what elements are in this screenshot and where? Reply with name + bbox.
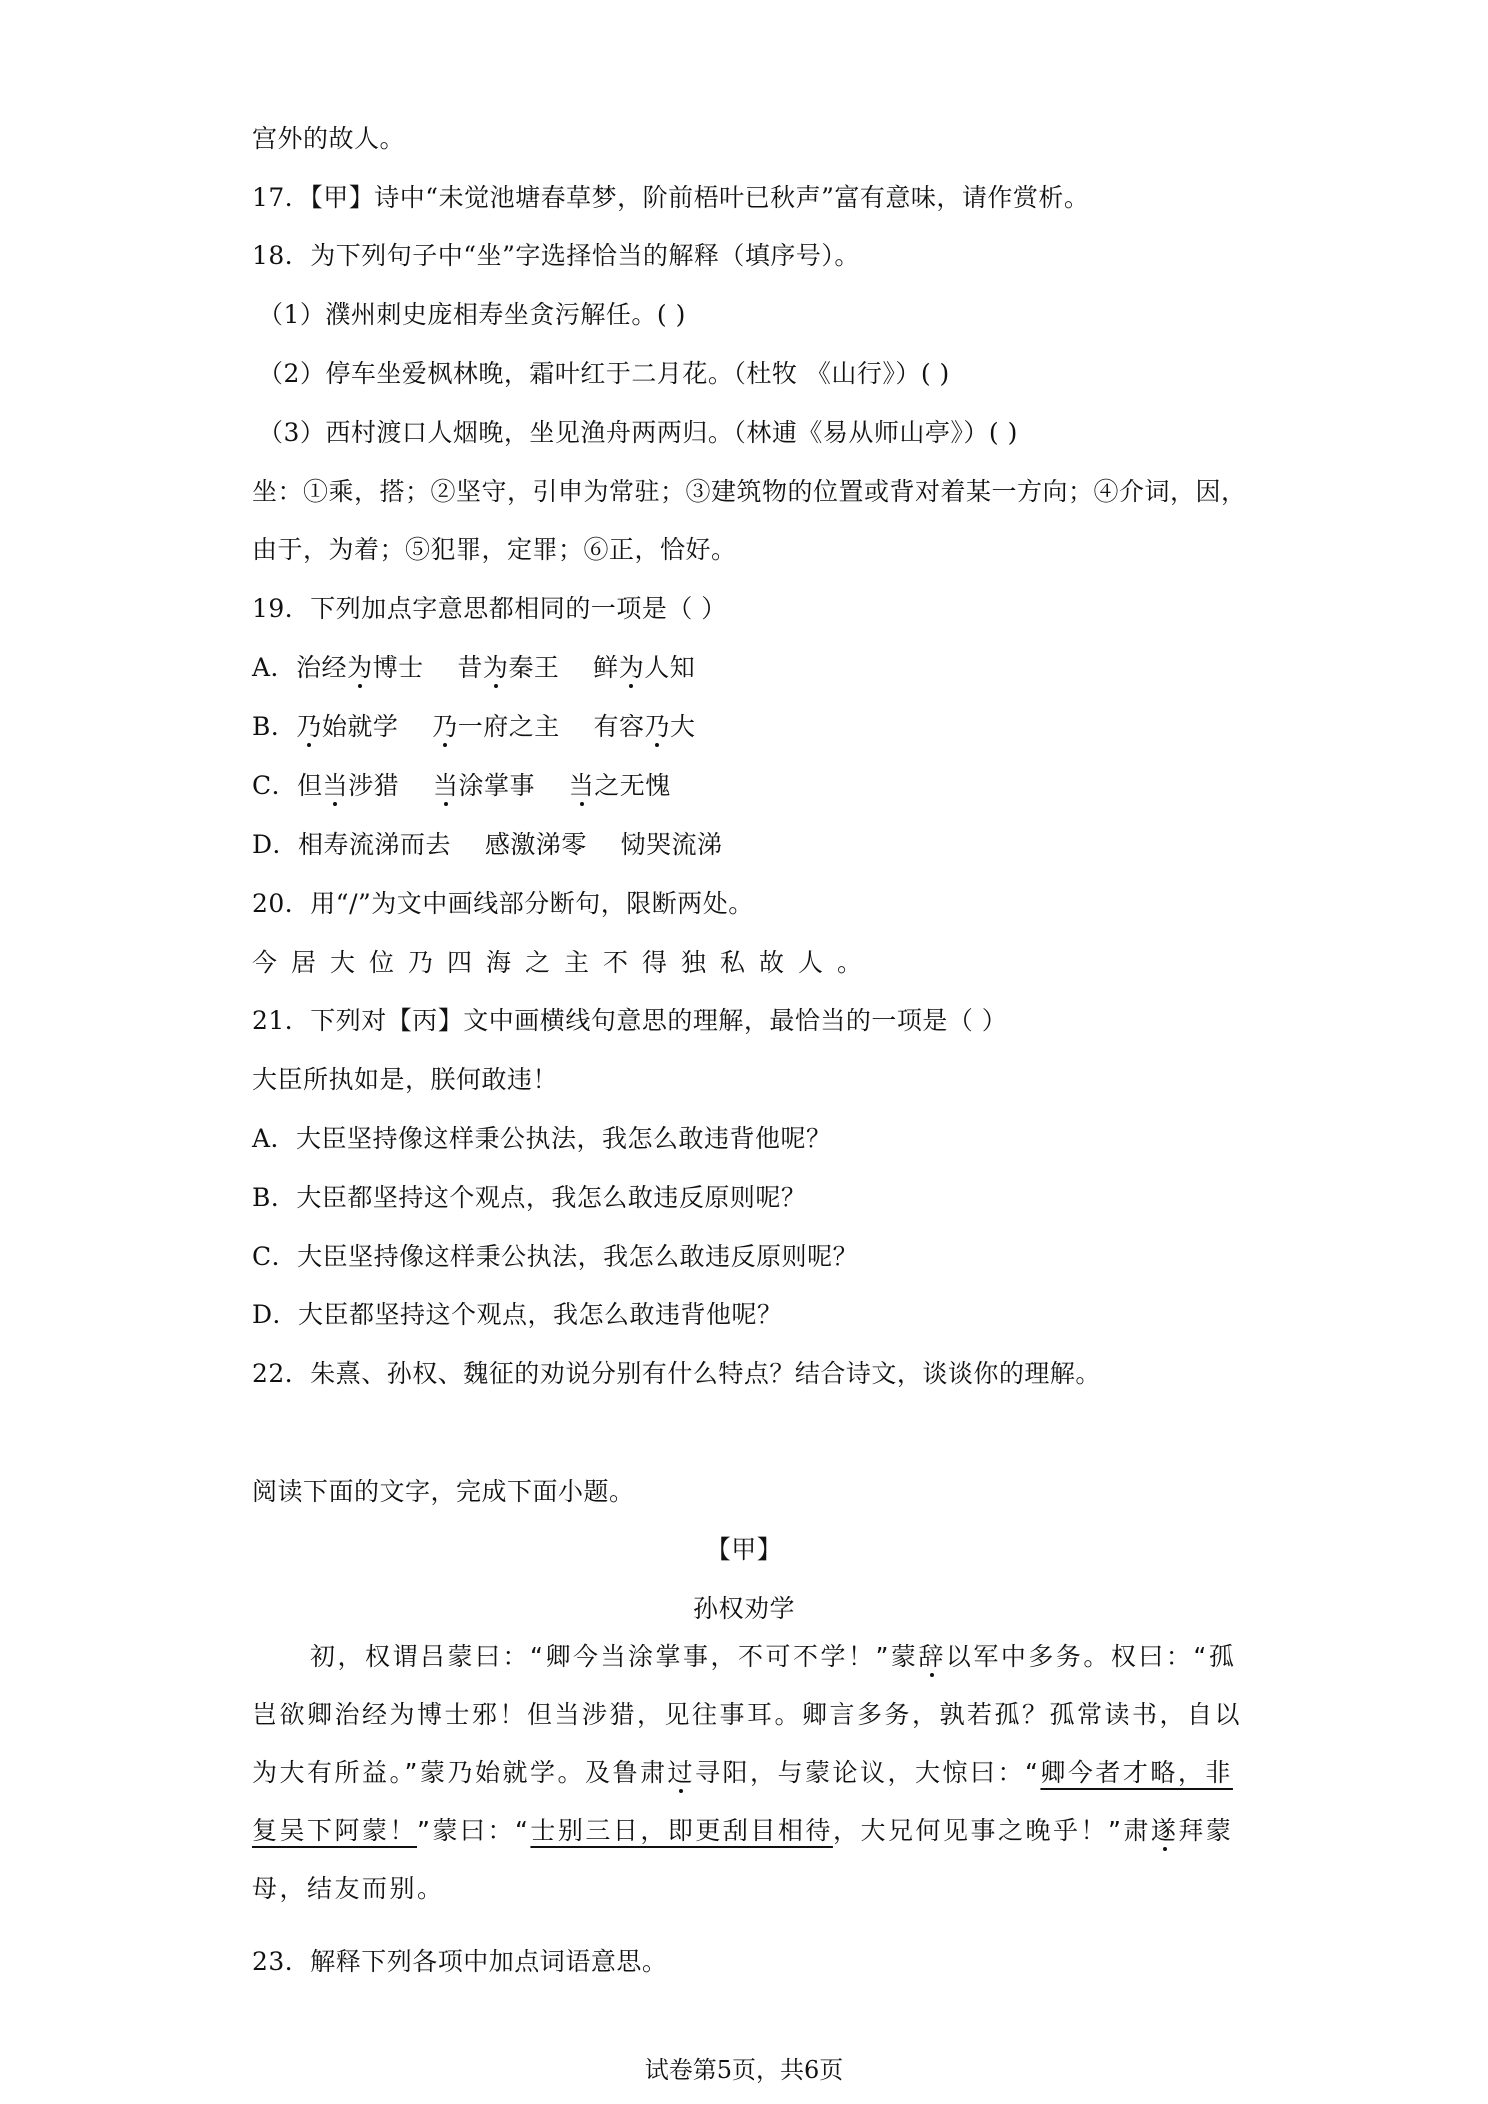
dotted-char: 为	[482, 653, 509, 682]
zuo-definitions: 坐：①乘，搭；②坚守，引申为常驻；③建筑物的位置或背对着某一方向；④介词，因，	[252, 477, 1247, 506]
question-21-option-a: A．大臣坚持像这样秉公执法，我怎么敢违背他呢？	[252, 1124, 832, 1153]
dotted-char: 过	[667, 1758, 695, 1787]
zuo-definitions-cont: 由于，为着；⑤犯罪，定罪；⑥正，恰好。	[252, 535, 737, 564]
dotted-char: 当	[432, 771, 459, 800]
question-18-item-1: （1）濮州刺史庞相寿坐贪污解任。( )	[258, 300, 686, 329]
reading-instruction: 阅读下面的文字，完成下面小题。	[252, 1477, 635, 1506]
question-22: 22．朱熹、孙权、魏征的劝说分别有什么特点？结合诗文，谈谈你的理解。	[252, 1359, 1101, 1388]
option-text: 大	[670, 712, 696, 741]
question-18-item-2: （2）停车坐爱枫林晚，霜叶红于二月花。（杜牧 《山行》）( )	[258, 359, 950, 388]
underlined-sentence: 卿今者才略，非复吴下阿蒙！	[252, 1758, 1233, 1845]
option-text: A．治经	[252, 653, 348, 682]
option-text: 人知	[644, 653, 696, 682]
passage-text: ”蒙曰：“	[417, 1816, 531, 1845]
question-21-quote: 大臣所执如是，朕何敢违！	[252, 1065, 559, 1094]
passage-text: 初，权谓吕蒙曰：“卿今当涂掌事，不可不学！”蒙	[310, 1642, 919, 1671]
dotted-char: 遂	[1150, 1816, 1179, 1845]
option-text: C．但	[252, 771, 323, 800]
section-label: 【甲】	[705, 1535, 783, 1564]
dotted-char: 为	[618, 653, 645, 682]
question-17: 17．【甲】诗中“未觉池塘春草梦，阶前梧叶已秋声”富有意味，请作赏析。	[252, 183, 1090, 212]
question-19: 19．下列加点字意思都相同的一项是（ ）	[252, 594, 727, 623]
option-text: 博士 昔	[372, 653, 483, 682]
dotted-char: 当	[322, 771, 349, 800]
segmentation-sentence: 今居大位乃四海之主不得独私故人。	[252, 948, 877, 977]
passage-text: 拜蒙母，结友而别。	[252, 1816, 1234, 1903]
question-21-option-d: D．大臣都坚持这个观点，我怎么敢违背他呢？	[252, 1300, 783, 1329]
classical-passage	[252, 1628, 1248, 1918]
passage-text: 以军中多务。权曰：“孤岂欲卿治经为博士邪！但当涉猎，见往事耳。卿言多务，孰若孤？孤常读书，自以为大有所益。”蒙乃始就学。及鲁肃	[252, 1642, 1243, 1787]
question-18-item-3: （3）西村渡口人烟晚，坐见渔舟两两归。（林逋《易从师山亭》）( )	[258, 418, 1018, 447]
option-text: 始就学	[321, 712, 433, 741]
dotted-char: 乃	[432, 712, 458, 741]
dotted-char: 乃	[644, 712, 671, 741]
option-text: B．	[252, 712, 297, 741]
question-23: 23．解释下列各项中加点词语意思。	[252, 1947, 668, 1976]
question-21-option-b: B．大臣都坚持这个观点，我怎么敢违反原则呢？	[252, 1183, 807, 1212]
option-text: 一府之主 有容	[457, 712, 645, 741]
question-19-option-d: D．相寿流涕而去 感激涕零 恸哭流涕	[252, 830, 723, 859]
option-text: 之无愧	[594, 771, 671, 800]
page-footer: 试卷第5页，共6页	[644, 2056, 844, 2084]
dotted-char: 乃	[296, 712, 322, 741]
question-19-option-a	[252, 651, 695, 685]
passage-title: 孙权劝学	[692, 1594, 795, 1623]
dotted-char: 为	[347, 653, 373, 682]
option-text: 涉猎	[348, 771, 433, 800]
option-text: 涂掌事	[458, 771, 569, 800]
passage-text: ，大兄何见事之晚乎！”肃	[832, 1816, 1151, 1845]
dotted-char: 当	[568, 771, 595, 800]
question-20: 20．用“/”为文中画线部分断句，限断两处。	[252, 889, 754, 918]
question-19-option-c	[252, 769, 671, 803]
passage-text: 寻阳，与蒙论议，大惊曰：“	[694, 1758, 1041, 1787]
question-21: 21．下列对【丙】文中画横线句意思的理解，最恰当的一项是（ ）	[252, 1006, 1008, 1035]
dotted-char: 辞	[918, 1642, 946, 1671]
question-21-option-c: C．大臣坚持像这样秉公执法，我怎么敢违反原则呢？	[252, 1242, 859, 1271]
text-line: 宫外的故人。	[252, 124, 406, 153]
option-text: 秦王 鲜	[508, 653, 619, 682]
underlined-sentence: 士别三日，即更刮目相待	[530, 1816, 833, 1845]
question-18: 18．为下列句子中“坐”字选择恰当的解释（填序号）。	[252, 241, 860, 270]
question-19-option-b	[252, 710, 696, 744]
